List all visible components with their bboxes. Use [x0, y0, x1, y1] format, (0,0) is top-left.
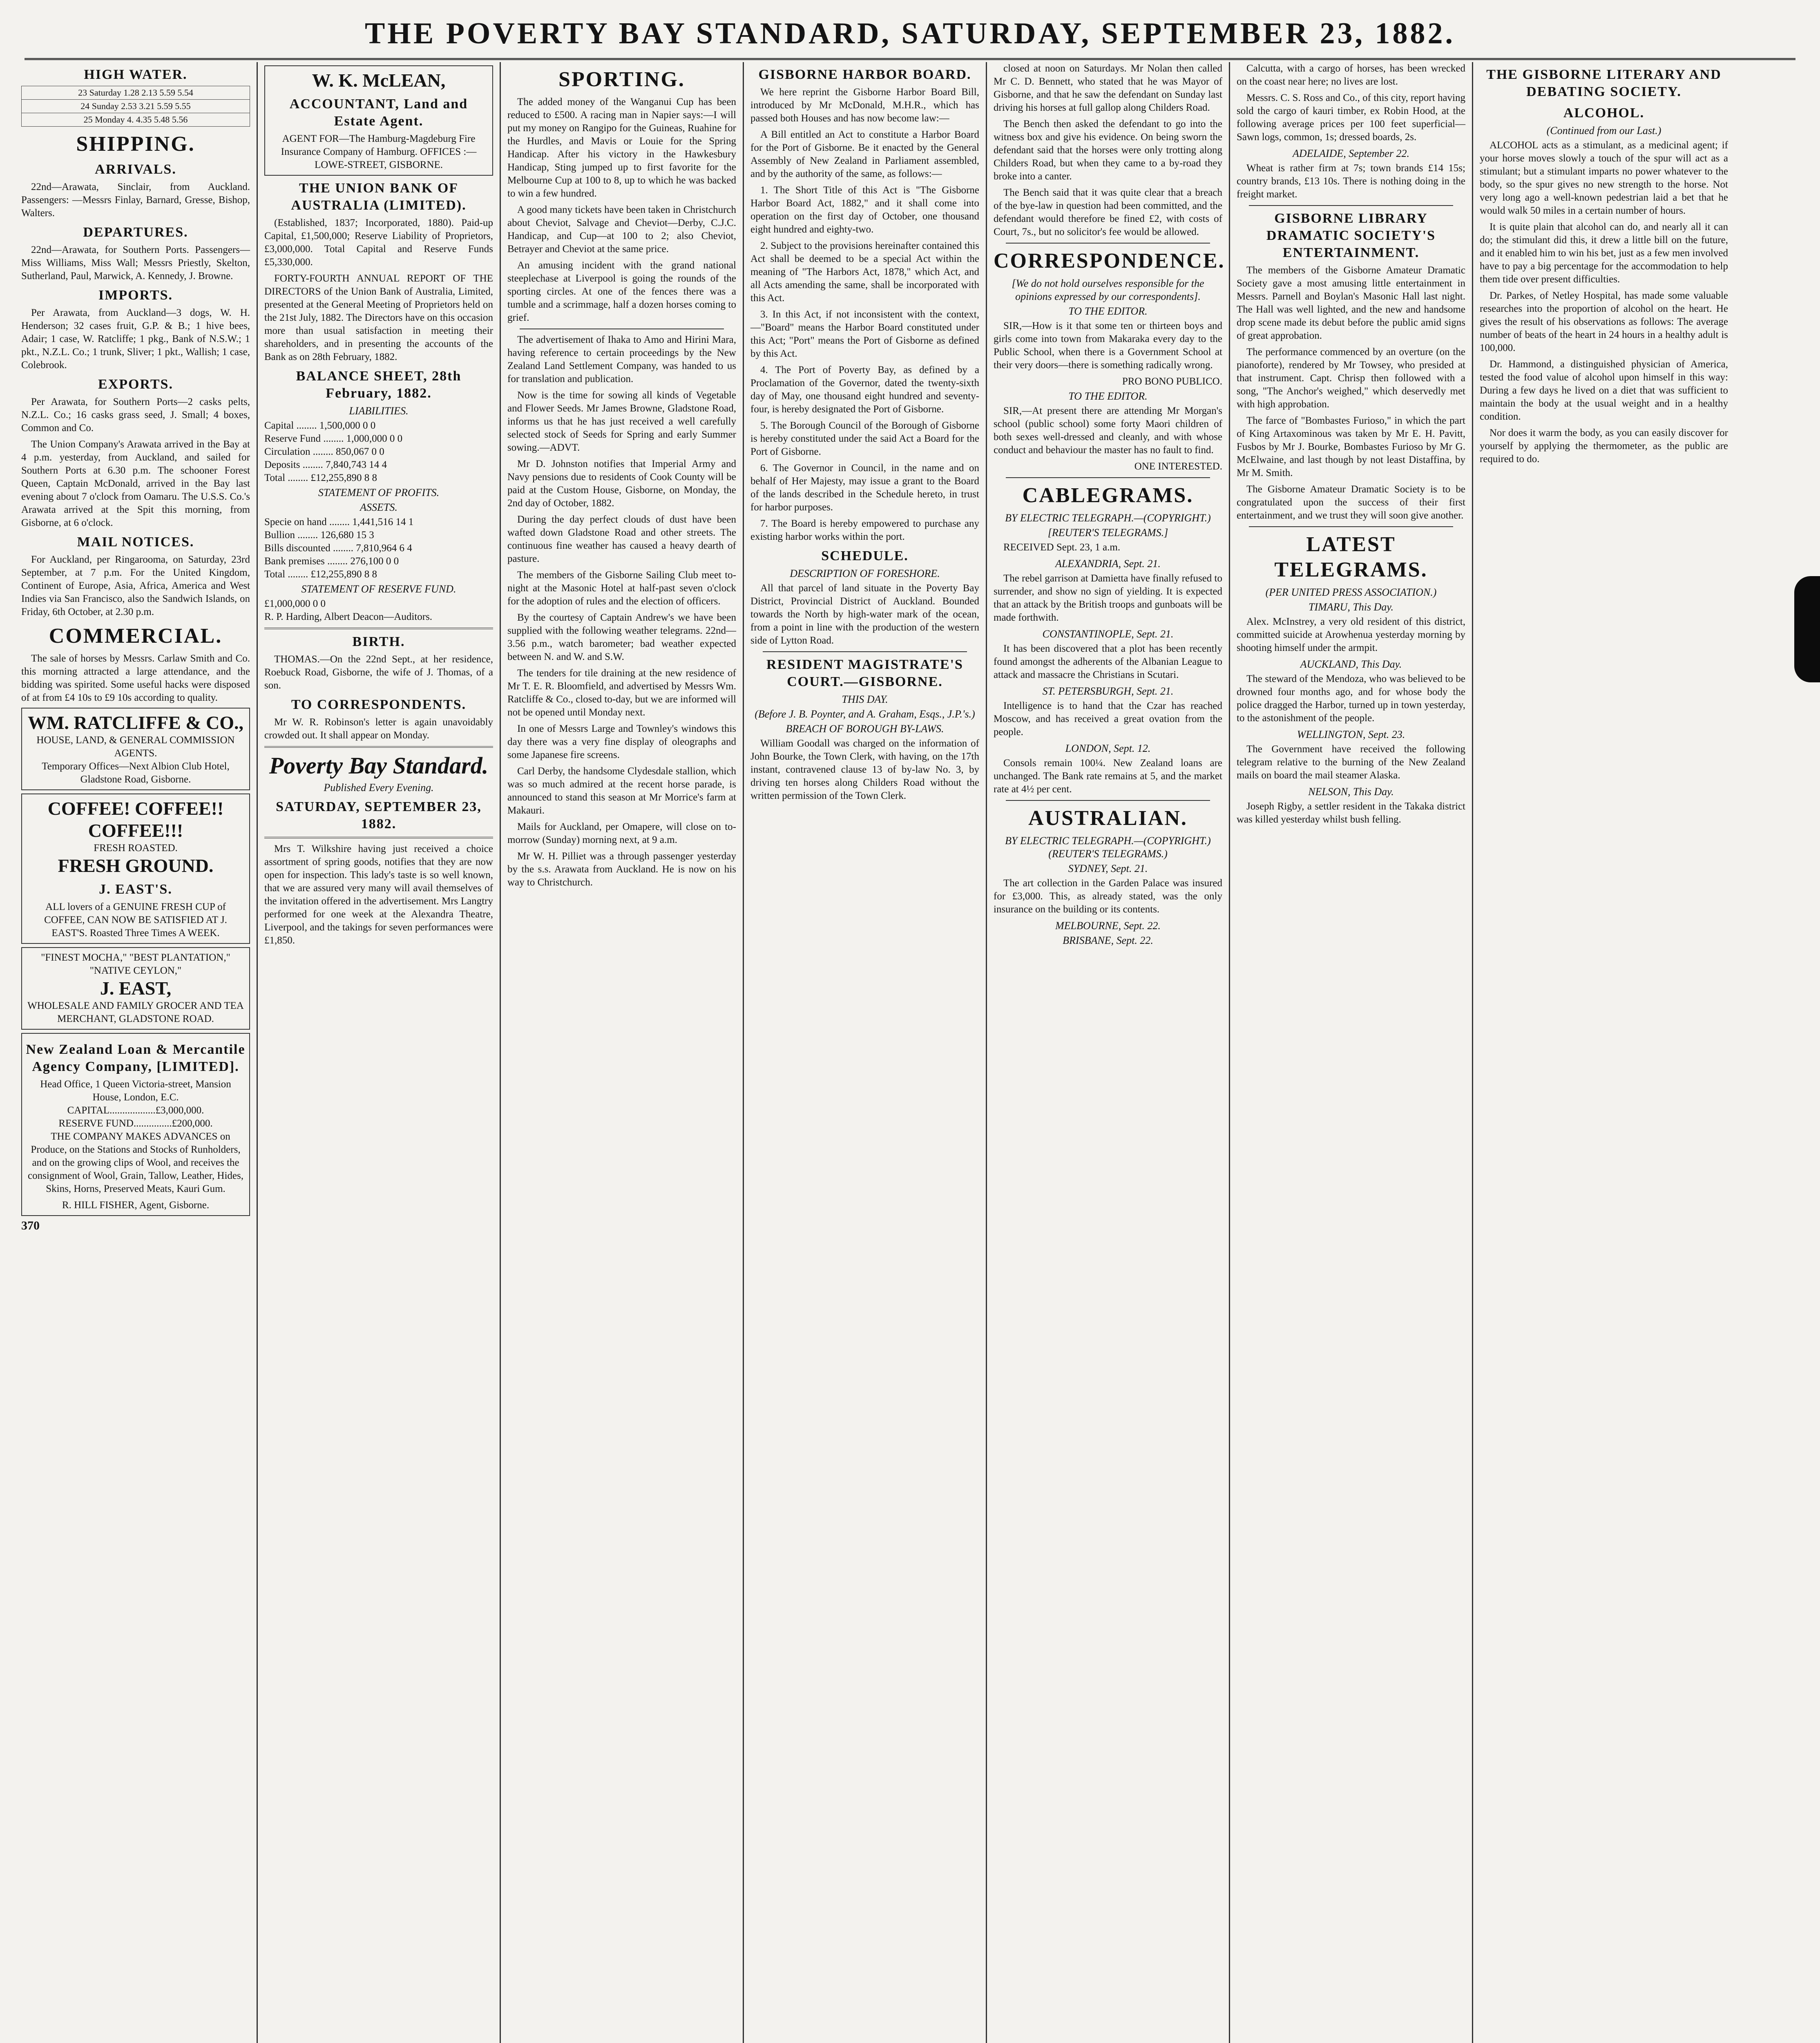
- dateline: ADELAIDE, September 22.: [1293, 148, 1409, 159]
- correspondents-heading: TO CORRESPONDENTS.: [291, 697, 467, 712]
- alcohol-text: Nor does it warm the body, as you can easily discover for yourself by applying the thermometer, as the public are required to do.: [1480, 427, 1728, 465]
- mail-text: For Auckland, per Ringarooma, on Saturday, 23rd September, at 7 p.m. For the United Kingdom, Continent of Europe, Asia, Africa, America and West Indies via San Francisco, also the Sandwich Islands, on Friday, 6th October, at 2.30 p.m.: [21, 554, 250, 617]
- to-the-editor: TO THE EDITOR.: [1068, 305, 1148, 317]
- alcohol-text: Dr. Parkes, of Netley Hospital, has made some valuable researches into the proportion of alcohol on the heart. He gives the result of his observations as follows: The average number of beats of the heart in 24 hours in a healthy adult is 100,000.: [1480, 290, 1728, 353]
- east-mocha: "FINEST MOCHA," "BEST PLANTATION," "NATIVE CEYLON,": [41, 952, 230, 976]
- court-date: THIS DAY.: [842, 693, 888, 705]
- letter-signature: PRO BONO PUBLICO.: [1122, 376, 1222, 387]
- alcohol-text: It is quite plain that alcohol can do, and nearly all it can do; the stimulant did this, it drew a little bill on the future, and it enabled him to win his bet, just as a few men involved have to pay a big percentage for the accommodation to help them tide over present difficulties.: [1480, 221, 1728, 285]
- weather-text: During the day perfect clouds of dust have been wafted down Gladstone Road and other streets. The continuous fine weather has caused a heavy dearth of pasture.: [507, 514, 736, 564]
- shipping-heading: SHIPPING.: [76, 132, 195, 156]
- mails-text: Mails for Auckland, per Omapere, will close on to-morrow (Sunday) morning next, at 9 a.m.: [507, 821, 736, 845]
- received-line: RECEIVED Sept. 23, 1 a.m.: [1003, 542, 1121, 553]
- arrivals-text: 22nd—Arawata, Sinclair, from Auckland. Passengers: —Messrs Finlay, Barnard, Gresse, Bishop, Walters.: [21, 181, 250, 219]
- correspondents-text: Mr W. R. Robinson's letter is again unavoidably crowded out. It shall appear on Monday.: [264, 717, 493, 741]
- commercial-heading: COMMERCIAL.: [49, 624, 223, 648]
- reserve-heading: STATEMENT OF RESERVE FUND.: [301, 583, 456, 595]
- library-text: The members of the Gisborne Amateur Dramatic Society gave a most amusing little entertainment in Messrs. Parnell and Boylan's Masonic Hall last night. The Hall was well lighted, and the new and handsome drop scene made its debut before the public amid signs of great approbation.: [1237, 265, 1465, 341]
- coffee-ad: [21, 794, 250, 944]
- cablegrams-agency: [REUTER'S TELEGRAMS.]: [1047, 527, 1168, 539]
- dateline: AUCKLAND, This Day.: [1300, 658, 1402, 670]
- cable-text: Intelligence is to hand that the Czar has reached Moscow, and has received a great ovation from the people.: [994, 700, 1222, 738]
- sporting-heading: SPORTING.: [558, 68, 685, 91]
- ship-news-text: The Union Company's Arawata arrived in the Bay at 4 p.m. yesterday, from Auckland, and sailed for Southern Ports at 6.30 p.m. The schooner Forest Queen, Captain McDonald, arrived in the Bay last evening about 7 o'clock from Oamaru. The U.S.S. Co.'s Arawata arrived at the Spit this morning, from Gisborne, at 6 o'clock.: [21, 439, 250, 528]
- sporting-text: An amusing incident with the grand national steeplechase at Liverpool is going the rounds of the sporting circles. At one of the fences there was a tumble and a scrimmage, half a dozen horses coming to grief.: [507, 260, 736, 323]
- carl-text: Carl Derby, the handsome Clydesdale stallion, which was so much admired at the recent horse parade, is announced to stand this season at Mr Morrice's farm at Makauri.: [507, 766, 736, 816]
- masthead: THE POVERTY BAY STANDARD, SATURDAY, SEPTEMBER 23, 1882.: [25, 9, 1795, 60]
- bank-heading: THE UNION BANK OF AUSTRALIA (LIMITED).: [291, 181, 467, 213]
- ink-blot: [1794, 576, 1820, 682]
- assets-row: Bills discounted ........ 7,810,964 6 4: [264, 543, 412, 554]
- alcohol-text: ALCOHOL acts as a stimulant, as a medicinal agent; if your horse moves slowly a touch of the spur will act as a stimulant; but a stimulant imparts no power whatever to the body, so the spur gives no new strength to the horse. Not very long ago a well-known pedestrian laid a bet that he would walk 50 miles in a certain number of hours.: [1480, 140, 1728, 216]
- letter-text: SIR,—At present there are attending Mr Morgan's school (public school) some forty Maori children of both sexes well-dressed and cleanly, and with whose conduct and behaviour the master has no fault to find.: [994, 405, 1222, 456]
- latest-telegrams-heading: LATEST TELEGRAMS.: [1274, 533, 1428, 581]
- telegram-text: Alex. McInstrey, a very old resident of this district, committed suicide at Arowhenua yesterday morning by shooting himself under the armpit.: [1237, 616, 1465, 653]
- court-case: BREACH OF BOROUGH BY-LAWS.: [786, 723, 944, 735]
- cablegrams-heading: CABLEGRAMS.: [1022, 484, 1194, 507]
- cable-text: The rebel garrison at Damietta have finally refused to surrender, and show no sign of yielding. It is expected that an attack by the British troops and gunboats will be made forthwith.: [994, 573, 1222, 623]
- ratcliffe-sub: HOUSE, LAND, & GENERAL COMMISSION AGENTS.: [36, 735, 235, 759]
- alcohol-heading: ALCOHOL.: [1563, 105, 1645, 121]
- liabilities-heading: LIABILITIES.: [349, 405, 409, 417]
- ratcliffe-title: WM. RATCLIFFE & CO.,: [27, 712, 244, 733]
- coffee-fresh-roasted: FRESH ROASTED.: [94, 843, 178, 854]
- nz-loan-agent: R. HILL FISHER, Agent, Gisborne.: [62, 1200, 210, 1211]
- ratcliffe-address: Temporary Offices—Next Albion Club Hotel, Gladstone Road, Gisborne.: [42, 761, 230, 785]
- balance-row: Reserve Fund ........ 1,000,000 0 0: [264, 433, 403, 444]
- column-1: [15, 62, 258, 2043]
- assets-row: Bank premises ........ 276,100 0 0: [264, 556, 399, 567]
- nz-loan-office: Head Office, 1 Queen Victoria-street, Mansion House, London, E.C.: [40, 1079, 231, 1103]
- tide-table: [21, 86, 250, 127]
- harbor-clause: 6. The Governor in Council, in the name and on behalf of Her Majesty, may issue a grant to the Board of the lands described in the Schedule hereto, in trust for harbor purposes.: [750, 463, 979, 513]
- paper-title: Poverty Bay Standard.: [269, 752, 489, 779]
- coffee-title: COFFEE! COFFEE!! COFFEE!!!: [47, 798, 224, 841]
- arrivals-heading: ARRIVALS.: [95, 162, 176, 177]
- east-sub: WHOLESALE AND FAMILY GROCER AND TEA MERCHANT, GLADSTONE ROAD.: [27, 1000, 244, 1024]
- court-heading: RESIDENT MAGISTRATE'S COURT.—GISBORNE.: [766, 657, 963, 689]
- column-3: [501, 62, 744, 2043]
- dateline: MELBOURNE, Sept. 22.: [1055, 920, 1161, 932]
- court-text: William Goodall was charged on the information of John Bourke, the Town Clerk, with having, on the 17th instant, contravened clause 13 of by-law No. 3, by driving ten horses along Childers Road without the written permission of the Town Clerk.: [750, 738, 979, 801]
- mclean-title: W. K. McLEAN,: [312, 70, 446, 91]
- to-the-editor: TO THE EDITOR.: [1068, 390, 1148, 402]
- column-7: [1473, 62, 1735, 2043]
- johnston-text: Mr D. Johnston notifies that Imperial Army and Navy pensions due to residents of Cook County will be paid at the Custom House, Gisborne, on Monday, the 2nd day of October, 1882.: [507, 458, 736, 509]
- imports-heading: IMPORTS.: [98, 288, 173, 303]
- assets-row: Total ........ £12,255,890 8 8: [264, 569, 377, 580]
- cable-text: Wheat is rather firm at 7s; town brands £14 15s; country brands, £13 10s. There is nothing doing in the freight market.: [1237, 163, 1465, 200]
- auditors: R. P. Harding, Albert Deacon—Auditors.: [264, 611, 433, 622]
- dateline: ALEXANDRIA, Sept. 21.: [1055, 558, 1161, 570]
- telegram-text: The steward of the Mendoza, who was believed to be drowned four months ago, and for whose body the police dragged the Harbor, turned up in town yesterday, to the astonishment of the people.: [1237, 673, 1465, 724]
- sporting-text: A good many tickets have been taken in Christchurch about Cheviot, Salvage and Cheviot—Derby, C.J.C. Handicap, and Cup—at 100 to 2; also Cheviot, Betrayer and Cheviot at the same price.: [507, 204, 736, 255]
- tide-table-title: HIGH WATER.: [84, 67, 188, 82]
- dateline: NELSON, This Day.: [1308, 786, 1394, 798]
- nz-loan-title: New Zealand Loan & Mercantile Agency Company, [LIMITED].: [26, 1042, 246, 1074]
- harbor-clause: 7. The Board is hereby empowered to purchase any existing harbor works within the port.: [750, 518, 979, 542]
- cablegrams-sub: BY ELECTRIC TELEGRAPH.—(COPYRIGHT.): [1005, 512, 1211, 524]
- leader-text: Mrs T. Wilkshire having just received a choice assortment of spring goods, notifies that they are now open for inspection. This lady's taste is so well known, that we are assured very many will avail themselves of the invitation offered in the advertisement. Mrs Langtry performed for one week at the Alexandra Theatre, Liverpool, and the takings for seven performances were £1,850.: [264, 843, 493, 946]
- ihaka-text: The advertisement of Ihaka to Amo and Hirini Mara, having reference to certain proceedings by the New Zealand Land Settlement Company, was handed to us for translation and publication.: [507, 334, 736, 384]
- tide-row: 24 Sunday 2.53 3.21 5.59 5.55: [22, 100, 250, 113]
- library-text: The Gisborne Amateur Dramatic Society is to be congratulated upon the success of their first entertainment, and we trust they will soon give another.: [1237, 484, 1465, 521]
- tenders-text: The tenders for tile draining at the new residence of Mr T. E. R. Bloomfield, and advertised by Messrs Wm. Ratcliffe & Co., closed to-day, but we are informed will not be opened until Monday next.: [507, 668, 736, 718]
- pilliet-text: Mr W. H. Pilliet was a through passenger yesterday by the s.s. Arawata from Auckland. He is now on his way to Christchurch.: [507, 851, 736, 888]
- assets-heading: ASSETS.: [360, 501, 397, 513]
- library-heading: GISBORNE LIBRARY DRAMATIC SOCIETY'S ENTERTAINMENT.: [1266, 211, 1436, 260]
- published-line: Published Every Evening.: [324, 782, 434, 794]
- ratcliffe-ad: [21, 708, 250, 790]
- exports-text: Per Arawata, for Southern Ports—2 casks pelts, N.Z.L. Co.; 16 casks grass seed, J. Small; 4 boxes, Common and Co.: [21, 396, 250, 434]
- birth-heading: BIRTH.: [352, 634, 405, 649]
- sailing-text: The members of the Gisborne Sailing Club meet to-night at the Masonic Hotel at half-past seven o'clock for the adoption of rules and the election of officers.: [507, 570, 736, 607]
- japanese-text: In one of Messrs Large and Townley's windows this day there was a very fine display of oleographs and some Japanese fire screens.: [507, 723, 736, 760]
- column-5: [987, 62, 1230, 2043]
- harbor-act: A Bill entitled an Act to constitute a Harbor Board for the Port of Gisborne. Be it enacted by the General Assembly of New Zealand in Parliament assembled, and by the authority of the same, as follows:—: [750, 129, 979, 179]
- court-bench: (Before J. B. Poynter, and A. Graham, Esqs., J.P.'s.): [755, 708, 975, 720]
- mclean-text: AGENT FOR—The Hamburg-Magdeburg Fire Insurance Company of Hamburg. OFFICES :—LOWE-STREET, GISBORNE.: [281, 133, 477, 170]
- australian-heading: AUSTRALIAN.: [1028, 807, 1188, 830]
- east-title: J. EAST,: [100, 978, 172, 999]
- schedule-sub: DESCRIPTION OF FORESHORE.: [790, 568, 940, 579]
- paper-date: SATURDAY, SEPTEMBER 23, 1882.: [276, 799, 482, 832]
- harbor-clause: 2. Subject to the provisions hereinafter contained this Act shall be deemed to be a special Act within the meaning of "The Harbors Act, 1878," which Act, and all Acts amending the same, shall be incorporated with this Act.: [750, 240, 979, 304]
- balance-row: Deposits ........ 7,840,743 14 4: [264, 459, 387, 470]
- balance-row: Circulation ........ 850,067 0 0: [264, 446, 384, 457]
- library-text: The performance commenced by an overture (on the pianoforte), rendered by Mr Towsey, who presided at that instrument. Capt. Chrisp then followed with a song, "The Anchor's weighed," which deservedly met with high approbation.: [1237, 346, 1465, 410]
- bank-text: (Established, 1837; Incorporated, 1880). Paid-up Capital, £1,500,000; Reserve Liability of Proprietors, £3,000,000. Total Capital and Reserve Funds £5,330,000.: [264, 217, 493, 268]
- mclean-sub: ACCOUNTANT, Land and Estate Agent.: [289, 96, 468, 129]
- dateline: BRISBANE, Sept. 22.: [1063, 934, 1153, 946]
- australian-sub: BY ELECTRIC TELEGRAPH.—(COPYRIGHT.) (REUTER'S TELEGRAMS.): [1005, 835, 1211, 860]
- tide-row: 25 Monday 4. 4.35 5.48 5.56: [22, 113, 250, 127]
- reserve-total: £1,000,000 0 0: [264, 598, 326, 609]
- correspondence-note: [We do not hold ourselves responsible for the opinions expressed by our correspondents].: [1012, 277, 1204, 302]
- court-continued: The Bench then asked the defendant to go into the witness box and give his evidence. On being sworn the defendant said that the horses were only trotting along Childers Road, but when they came to a by-road they broke into a canter.: [994, 118, 1222, 182]
- departures-text: 22nd—Arawata, for Southern Ports. Passengers—Miss Williams, Miss Wall; Messrs Priestly, Skelton, Sutherland, Paul, Marwick, A. Kennedy, J. Browne.: [21, 244, 250, 282]
- dateline: LONDON, Sept. 12.: [1065, 742, 1151, 754]
- column-2: [258, 62, 501, 2043]
- dateline: ST. PETERSBURGH, Sept. 21.: [1042, 685, 1174, 697]
- bank-report: FORTY-FOURTH ANNUAL REPORT OF THE DIRECTORS of the Union Bank of Australia, Limited, presented at the General Meeting of Proprietors held on the 21st July, 1882. The Directors have on this occasion more than usual satisfaction in meeting their shareholders, and in presenting the accounts of the Bank as on 28th February, 1882.: [264, 273, 493, 362]
- harbor-clause: 5. The Borough Council of the Borough of Gisborne is hereby constituted under the said Act a Board for the Port of Gisborne.: [750, 420, 979, 457]
- coffee-east: J. EAST'S.: [99, 882, 172, 897]
- coffee-text: ALL lovers of a GENUINE FRESH CUP of COFFEE, CAN NOW BE SATISFIED AT J. EAST'S. Roasted Three Times A WEEK.: [44, 901, 227, 939]
- nz-loan-body: THE COMPANY MAKES ADVANCES on Produce, on the Stations and Stocks of Runholders, and on the growing clips of Wool, and receives the consignment of Wool, Grain, Tallow, Leather, Hides, Skins, Horns, Preserved Meats, Kauri Gum.: [28, 1131, 243, 1194]
- harbor-clause: 3. In this Act, if not inconsistent with the context,—"Board" means the Harbor Board constituted under this Act; "Port" means the Port of Gisborne as defined by this Act.: [750, 309, 979, 359]
- schedule-text: All that parcel of land situate in the Poverty Bay District, Provincial District of Auckland. Bounded towards the North by high-water mark of the ocean, from a point in line with the production of the western side of Lytton Road.: [750, 583, 979, 646]
- column-4: [744, 62, 987, 2043]
- birth-text: THOMAS.—On the 22nd Sept., at her residence, Roebuck Road, Gisborne, the wife of J. Thomas, of a son.: [264, 654, 493, 691]
- balance-row: Capital ........ 1,500,000 0 0: [264, 420, 376, 431]
- harbor-text: We here reprint the Gisborne Harbor Board Bill, introduced by Mr McDonald, M.H.R., which has passed both Houses and has now become law:—: [750, 87, 979, 124]
- assets-row: Bullion ........ 126,680 15 3: [264, 530, 374, 541]
- alcohol-text: Dr. Hammond, a distinguished physician of America, tested the food value of alcohol upon himself in this way: During a few days he lived on a diet that was sufficient to maintain the body at the usual weight and in a healthy condition.: [1480, 359, 1728, 422]
- cable-text: The art collection in the Garden Palace was insured for £3,000. This, as already stated, was the only insurance on the building or its contents.: [994, 878, 1222, 915]
- court-continued: The Bench said that it was quite clear that a breach of the bye-law in question had been committed, and the defendant would therefore be fined £2, with costs of Court, 7s., but no solicitor's fee would be allowed.: [994, 187, 1222, 237]
- departures-heading: DEPARTURES.: [83, 225, 188, 240]
- dateline: CONSTANTINOPLE, Sept. 21.: [1042, 628, 1174, 640]
- tide-row: 23 Saturday 1.28 2.13 5.59 5.54: [22, 86, 250, 100]
- continued-note: (Continued from our Last.): [1546, 125, 1661, 136]
- cable-text: Consols remain 100¼. New Zealand loans are unchanged. The Bank rate remains at 5, and the market rate at 4½ per cent.: [994, 758, 1222, 795]
- coffee-fresh-ground: FRESH GROUND.: [58, 855, 214, 876]
- imports-text: Per Arawata, from Auckland—3 dogs, W. H. Henderson; 32 cases fruit, G.P. & B.; 1 hive bees, Adair; 1 case, W. Ratcliffe; 1 pkg., Bank of N.S.W.; 1 pkt., N.Z.L. Co.; 1 trunk, Sliver; 1 pkt., Wallish; 1 case, Colebrook.: [21, 307, 250, 371]
- court-continued: closed at noon on Saturdays. Mr Nolan then called Mr C. D. Bennett, who stated that he was Mayor of Gisborne, and that he saw the defendant on Sunday last driving his horses at full gallop along Childers Road.: [994, 63, 1222, 113]
- column-6: [1230, 62, 1473, 2043]
- assets-row: Specie on hand ........ 1,441,516 14 1: [264, 516, 414, 528]
- schedule-heading: SCHEDULE.: [821, 548, 909, 563]
- letter-text: SIR,—How is it that some ten or thirteen boys and girls come into town from Makaraka every day to the Public School, when there is a Government School at their very doors—there is something radically wrong.: [994, 320, 1222, 371]
- dateline: WELLINGTON, Sept. 23.: [1297, 729, 1405, 740]
- harbor-heading: GISBORNE HARBOR BOARD.: [758, 67, 971, 82]
- balance-row: Total ........ £12,255,890 8 8: [264, 472, 377, 483]
- nz-loan-reserve: RESERVE FUND...............£200,000.: [58, 1118, 213, 1129]
- balance-heading: BALANCE SHEET, 28th February, 1882.: [296, 369, 462, 401]
- page-number: 370: [21, 1219, 40, 1232]
- nz-loan-capital: CAPITAL..................£3,000,000.: [67, 1105, 204, 1116]
- cable-continued: Messrs. C. S. Ross and Co., of this city, report having sold the cargo of kauri timber, ex Robin Hood, at the following average prices per 100 feet superficial—Sawn logs, common, 1s; dressed boards, 2s.: [1237, 92, 1465, 143]
- correspondence-heading: CORRESPONDENCE.: [994, 249, 1225, 273]
- latest-telegrams-sub: (PER UNITED PRESS ASSOCIATION.): [1265, 586, 1437, 598]
- telegraph-text: By the courtesy of Captain Andrew's we have been supplied with the following weather telegrams. 22nd—3.56 p.m., watch barometer; bad weather expected between N. and W. and S.W.: [507, 612, 736, 662]
- commercial-text: The sale of horses by Messrs. Carlaw Smith and Co. this morning attracted a large attendance, and the bidding was spirited. Some useful hacks were disposed of at from £4 10s to £9 10s according to quality.: [21, 653, 250, 703]
- east-grocer-ad: [21, 947, 250, 1030]
- mclean-ad: [264, 65, 493, 176]
- profits-heading: STATEMENT OF PROFITS.: [318, 487, 440, 498]
- sowing-text: Now is the time for sowing all kinds of Vegetable and Flower Seeds. Mr James Browne, Gladstone Road, informs us that he has just received a well carefully selected stock of Seeds for Spring and early Summer sowing.—ADVT.: [507, 390, 736, 453]
- cable-continued: Calcutta, with a cargo of horses, has been wrecked on the coast near here; no lives are lost.: [1237, 63, 1465, 87]
- dateline: TIMARU, This Day.: [1309, 601, 1393, 613]
- nz-loan-ad: [21, 1033, 250, 1216]
- page-margin-right: [1735, 62, 1820, 2043]
- letter-signature: ONE INTERESTED.: [1134, 461, 1222, 472]
- dateline: SYDNEY, Sept. 21.: [1068, 863, 1148, 874]
- sporting-text: The added money of the Wanganui Cup has been reduced to £500. A racing man in Napier says:—I will put my money on Rangipo for the Guineas, Ruahine for the Hurdles, and Mavis or Louie for the Spring Handicap. After his victory in the Hawkesbury Handicap, Sting jumped up to first favorite for the Melbourne Cup at 100 to 8, up to which he was backed to win a few hundred.: [507, 96, 736, 199]
- harbor-clause: 4. The Port of Poverty Bay, as defined by a Proclamation of the Governor, dated the twenty-sixth day of May, one thousand eight hundred and seventy-four, is hereby designated the Port of Gisborne.: [750, 364, 979, 415]
- society-heading: THE GISBORNE LITERARY AND DEBATING SOCIETY.: [1486, 67, 1722, 99]
- telegram-text: The Government have received the following telegram relative to the burning of the New Zealand mails on board the mail steamer Alaska.: [1237, 744, 1465, 781]
- harbor-clause: 1. The Short Title of this Act is "The Gisborne Harbor Board Act, 1882," and it shall come into operation on the first day of October, one thousand eight hundred and eighty-two.: [750, 185, 979, 235]
- exports-heading: EXPORTS.: [98, 377, 173, 392]
- library-text: The farce of "Bombastes Furioso," in which the part of King Artaxominous was taken by Mr E. H. Pavitt, Fusbos by Mr J. Bourke, Bombastes Furioso by Mr G. McElwaine, and last though by not least Distaffina, by Mr M. Smith.: [1237, 415, 1465, 478]
- cable-text: It has been discovered that a plot has been recently found amongst the adherents of the Albanian League to attack and massacre the Christians in Scutari.: [994, 643, 1222, 680]
- telegram-text: Joseph Rigby, a settler resident in the Takaka district was killed yesterday whilst bush felling.: [1237, 801, 1465, 825]
- mail-heading: MAIL NOTICES.: [77, 534, 194, 550]
